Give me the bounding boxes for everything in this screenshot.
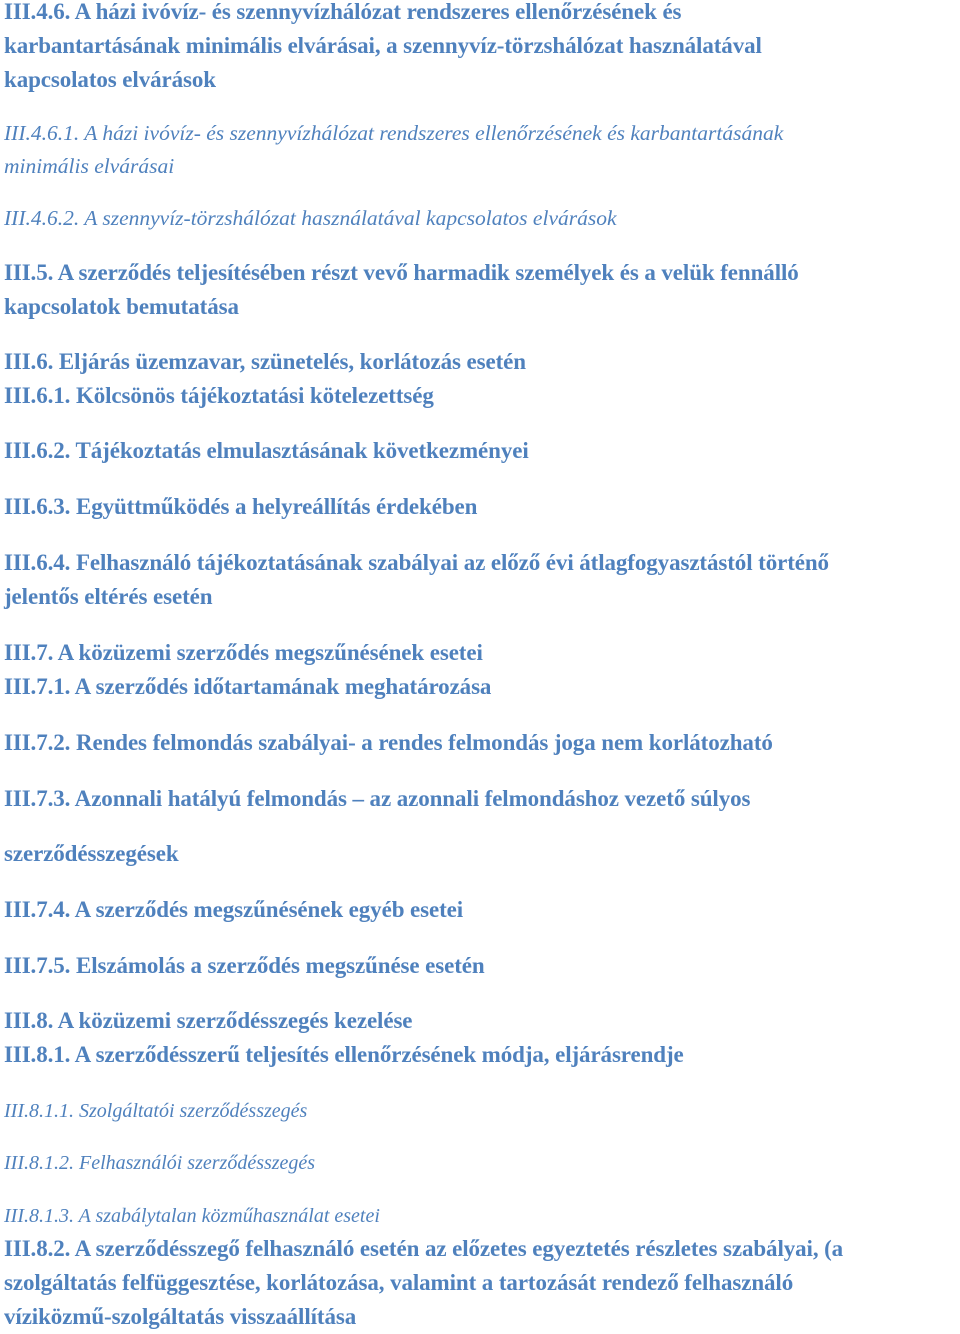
heading-iii-4-6-1-line-1: III.4.6.1. A házi ivóvíz- és szennyvízhálózat rendszeres ellenőrzésének és karbantartásának xyxy=(4,121,784,145)
heading-iii-7: III.7. A közüzemi szerződés megszűnésének esetei xyxy=(4,640,483,665)
heading-iii-7-1: III.7.1. A szerződés időtartamának meghatározása xyxy=(4,674,492,699)
heading-iii-6-4-line-2: jelentős eltérés esetén xyxy=(4,584,213,609)
heading-iii-7-4: III.7.4. A szerződés megszűnésének egyéb esetei xyxy=(4,897,464,922)
heading-iii-6-2: III.6.2. Tájékoztatás elmulasztásának következményei xyxy=(4,438,529,463)
heading-iii-4-6-line-2: karbantartásának minimális elvárásai, a szennyvíz-törzshálózat használatával xyxy=(4,33,762,58)
heading-iii-8-2-line-2: szolgáltatás felfüggesztése, korlátozása, valamint a tartozását rendező felhasználó xyxy=(4,1270,794,1295)
heading-iii-4-6-line-3: kapcsolatos elvárások xyxy=(4,67,216,92)
heading-iii-8-1-2: III.8.1.2. Felhasználói szerződésszegés xyxy=(4,1152,316,1174)
heading-iii-6-4-line-1: III.6.4. Felhasználó tájékoztatásának szabályai az előző évi átlagfogyasztástól történő xyxy=(4,550,829,575)
heading-iii-8-1-1: III.8.1.1. Szolgáltatói szerződésszegés xyxy=(4,1100,308,1122)
heading-iii-8-1-3: III.8.1.3. A szabálytalan közműhasználat esetei xyxy=(4,1205,380,1227)
heading-iii-8: III.8. A közüzemi szerződésszegés kezelése xyxy=(4,1008,413,1033)
heading-iii-5-line-2: kapcsolatok bemutatása xyxy=(4,294,239,319)
heading-iii-4-6-1-line-2: minimális elvárásai xyxy=(4,154,175,178)
heading-iii-8-2-line-3: víziközmű-szolgáltatás visszaállítása xyxy=(4,1304,357,1329)
heading-iii-6: III.6. Eljárás üzemzavar, szünetelés, korlátozás esetén xyxy=(4,349,526,374)
heading-iii-6-3: III.6.3. Együttműködés a helyreállítás érdekében xyxy=(4,494,478,519)
heading-iii-7-2: III.7.2. Rendes felmondás szabályai- a rendes felmondás joga nem korlátozható xyxy=(4,730,773,755)
heading-iii-8-2-line-1: III.8.2. A szerződésszegő felhasználó esetén az előzetes egyeztetés részletes szabályai, (a xyxy=(4,1236,844,1261)
heading-iii-6-1: III.6.1. Kölcsönös tájékoztatási kötelezettség xyxy=(4,383,434,408)
heading-iii-7-5: III.7.5. Elszámolás a szerződés megszűnése esetén xyxy=(4,953,485,978)
heading-iii-7-3-line-1: III.7.3. Azonnali hatályú felmondás – az azonnali felmondáshoz vezető súlyos xyxy=(4,786,751,811)
heading-iii-7-3-line-2: szerződésszegések xyxy=(4,841,179,866)
heading-iii-8-1: III.8.1. A szerződésszerű teljesítés ellenőrzésének módja, eljárásrendje xyxy=(4,1042,684,1067)
heading-iii-4-6-line-1: III.4.6. A házi ivóvíz- és szennyvízhálózat rendszeres ellenőrzésének és xyxy=(4,0,682,24)
heading-iii-5-line-1: III.5. A szerződés teljesítésében részt vevő harmadik személyek és a velük fennálló xyxy=(4,260,799,285)
heading-iii-4-6-2: III.4.6.2. A szennyvíz-törzshálózat használatával kapcsolatos elvárások xyxy=(4,206,617,230)
